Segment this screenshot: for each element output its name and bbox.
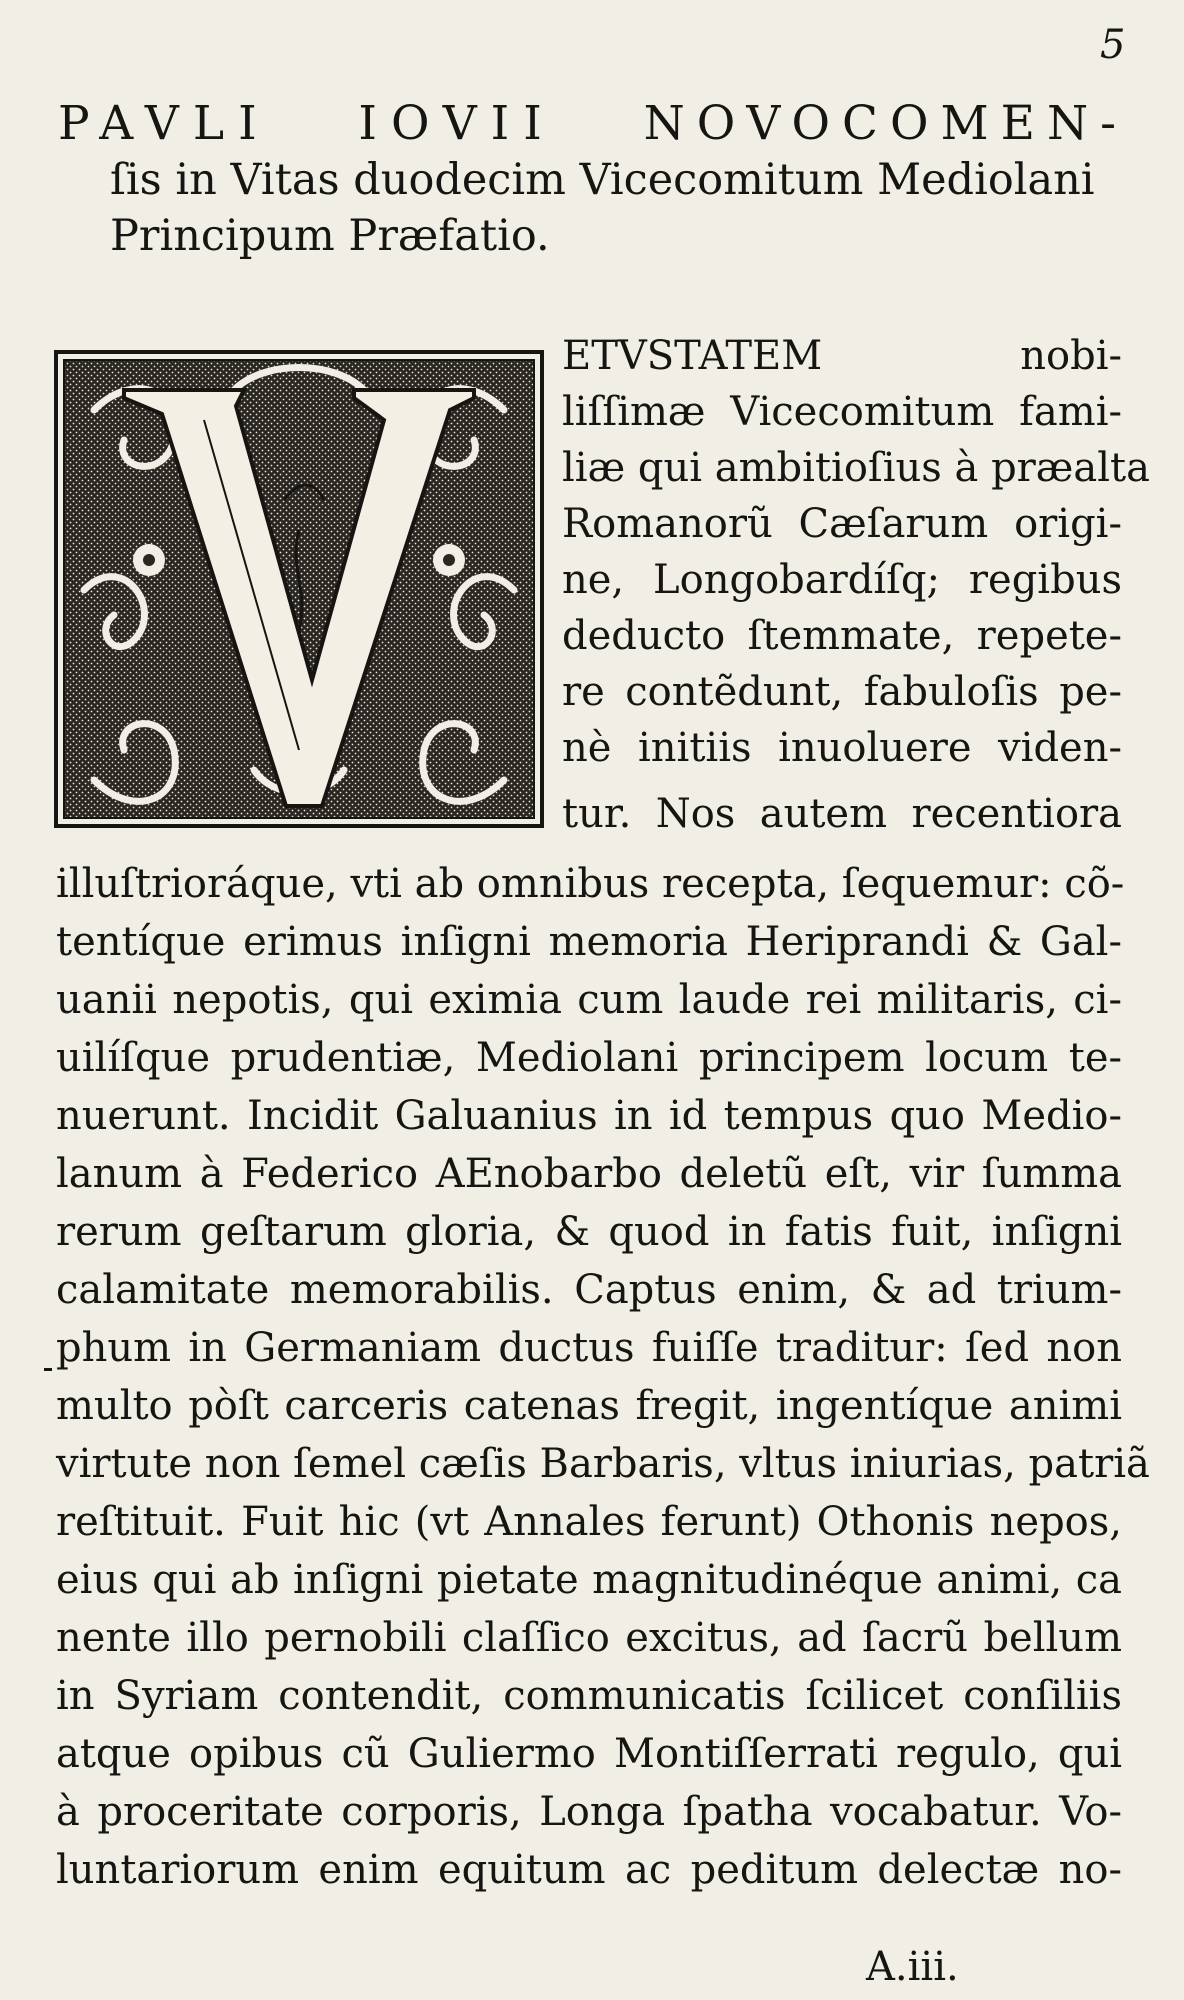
title-block	[58, 96, 1128, 264]
text-line: phum in Germaniam ductus fuiſſe traditur: ſed non	[56, 1325, 1122, 1371]
text-line: reſtituit. Fuit hic (vt Annales ferunt) Othonis nepos,	[56, 1499, 1122, 1545]
drop-cap-letter: V	[54, 350, 55, 351]
text-line: à proceritate corporis, Longa ſpatha vocabatur. Vo-	[56, 1789, 1122, 1835]
text-line: nuerunt. Incidit Galuanius in id tempus quo Medio-	[56, 1093, 1122, 1139]
title-line-2: ſis in Vitas duodecim Vicecomitum Mediolani	[110, 155, 1095, 205]
margin-mark	[44, 1368, 52, 1371]
text-line: re contẽdunt, fabuloſis pe-	[562, 669, 1122, 715]
text-line: nè initiis inuoluere viden-	[562, 725, 1122, 771]
text-line: uilíſque prudentiæ, Mediolani principem locum te-	[56, 1035, 1122, 1081]
text-line: calamitate memorabilis. Captus enim, & ad trium-	[56, 1267, 1122, 1313]
title-word-1: PAVLI	[58, 96, 271, 151]
text-line: rerum geſtarum gloria, & quod in fatis fuit, inſigni	[56, 1209, 1122, 1255]
signature-mark: A.iii.	[866, 1944, 959, 1990]
text-line: liſſimæ Vicecomitum fami-	[562, 389, 1122, 435]
text-line: Romanorũ Cæſarum origi-	[562, 501, 1122, 547]
text-line: deducto ſtemmate, repete-	[562, 613, 1122, 659]
text-line: ne, Longobardíſq; regibus	[562, 557, 1122, 603]
text-line: ETVSTATEM nobi-	[562, 333, 1122, 379]
text-line: multo pòſt carceris catenas fregit, ingentíque animi	[56, 1383, 1122, 1429]
drop-cap-woodcut	[54, 350, 544, 828]
text-line: tentíque erimus inſigni memoria Heriprandi & Gal-	[56, 919, 1122, 965]
title-line-3: Principum Præfatio.	[110, 211, 550, 261]
text-line: virtute non ſemel cæſis Barbaris, vltus iniurias, patriã	[56, 1441, 1150, 1487]
text-line: in Syriam contendit, communicatis ſcilicet conſiliis	[56, 1673, 1122, 1719]
title-word-2: IOVII	[358, 96, 556, 151]
text-line: illuſtrioráque, vti ab omnibus recepta, ſequemur: cõ-	[56, 861, 1125, 907]
text-line: eius qui ab inſigni pietate magnitudinéque animi, ca	[56, 1557, 1122, 1603]
text-line: uanii nepotis, qui eximia cum laude rei militaris, ci-	[56, 977, 1122, 1023]
text-line: luntariorum enim equitum ac peditum delectæ no-	[56, 1847, 1122, 1893]
page-number: 5	[1100, 22, 1126, 68]
text-line: atque opibus cũ Guliermo Montiſſerrati regulo, qui	[56, 1731, 1122, 1777]
title-line-1	[58, 96, 1128, 152]
title-word-3: NOVOCOMEN-	[643, 96, 1128, 151]
text-line: liæ qui ambitioſius à præalta	[562, 445, 1150, 491]
text-line: lanum à Federico AEnobarbo deletũ eſt, vir ſumma	[56, 1151, 1122, 1197]
text-line: nente illo pernobili claſſico excitus, ad ſacrũ bellum	[56, 1615, 1122, 1661]
text-line: tur. Nos autem recentiora	[562, 791, 1122, 837]
